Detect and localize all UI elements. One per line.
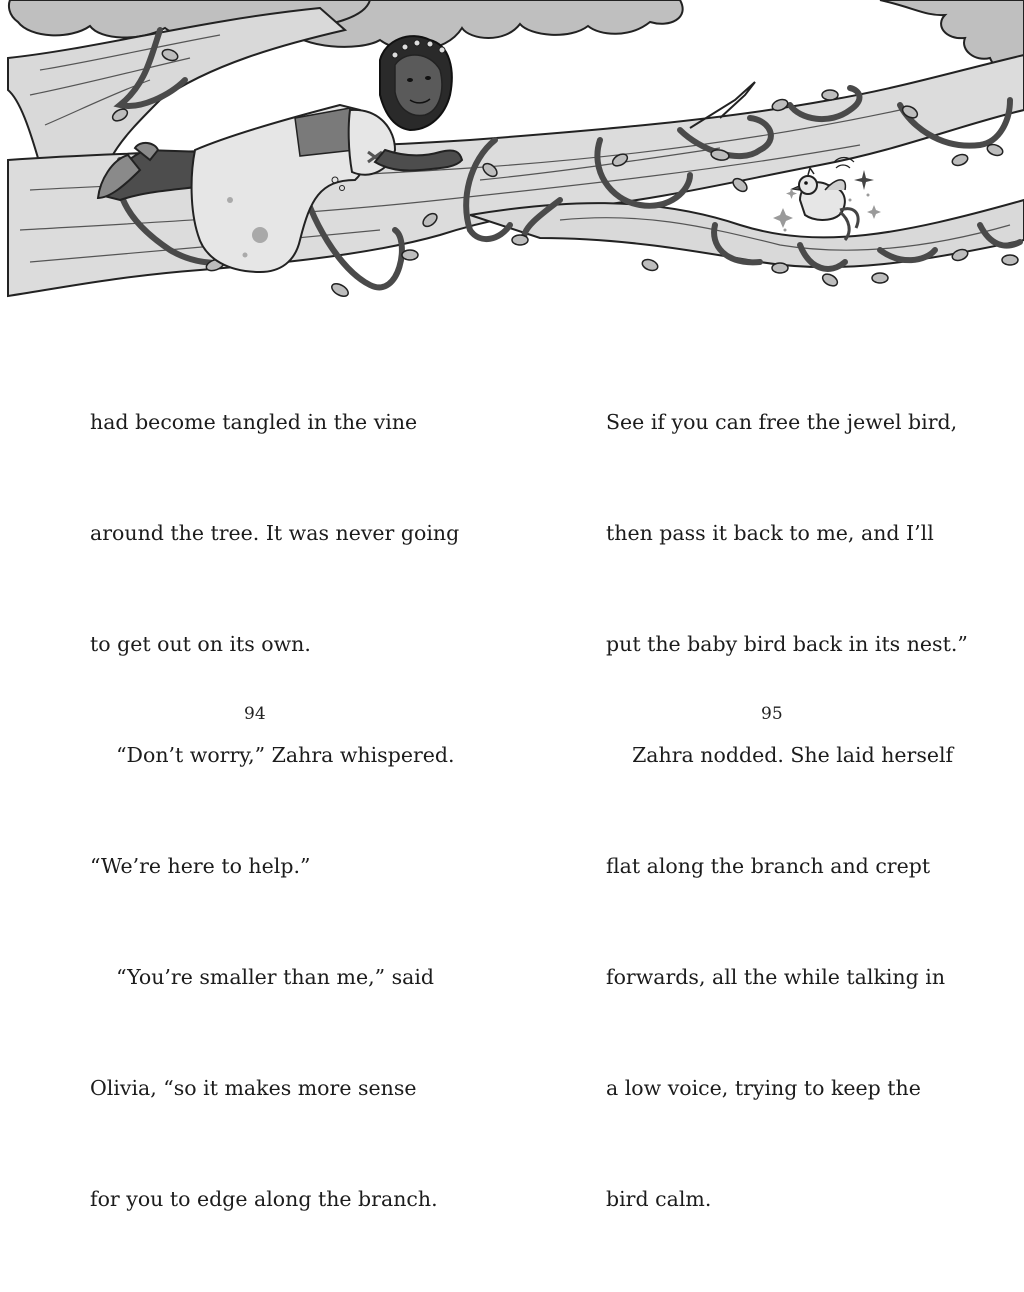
text-line: around the tree. It was never going <box>90 521 460 545</box>
text-line: bird calm. <box>606 1187 712 1211</box>
left-page-text <box>90 330 459 1292</box>
jewel-bird <box>792 168 858 240</box>
text-line: Zahra nodded. She laid herself <box>606 743 954 767</box>
text-line: “We’re here to help.” <box>90 854 311 878</box>
right-page-text <box>606 330 968 1292</box>
text-line: Olivia, “so it makes more sense <box>90 1076 417 1100</box>
text-line: “Don’t worry,” Zahra whispered. <box>90 743 455 767</box>
text-line: then pass it back to me, and I’ll <box>606 521 934 545</box>
text-line: a low voice, trying to keep the <box>606 1076 921 1100</box>
text-line: for you to edge along the branch. <box>90 1187 438 1211</box>
text-line: See if you can free the jewel bird, <box>606 410 958 434</box>
text-line: to get out on its own. <box>90 632 311 656</box>
text-line: forwards, all the while talking in <box>606 965 946 989</box>
text-line: had become tangled in the vine <box>90 410 418 434</box>
page-number-right: 95 <box>761 704 783 724</box>
text-line: flat along the branch and crept <box>606 854 931 878</box>
text-line: “You’re smaller than me,” said <box>90 965 435 989</box>
page-number-left: 94 <box>244 704 266 724</box>
text-line: put the baby bird back in its nest.” <box>606 632 968 656</box>
tree-branch-illustration <box>0 0 1024 305</box>
